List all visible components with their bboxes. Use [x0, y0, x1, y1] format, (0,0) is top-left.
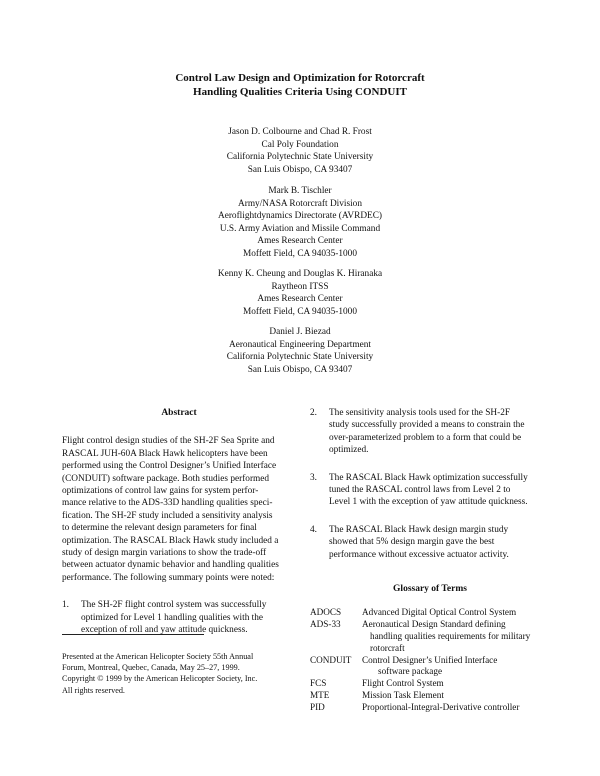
glossary-definition	[362, 607, 550, 619]
summary-point-3	[310, 472, 550, 509]
title-line-1: Control Law Design and Optimization for Rotorcraft	[175, 72, 425, 84]
abstract-line: between actuator dynamic behavior and handling qualities	[62, 560, 279, 571]
point-number: 2.	[310, 408, 317, 418]
author-affiliation: California Polytechnic State University	[226, 352, 374, 363]
footnote-line: All rights reserved.	[62, 685, 125, 695]
summary-point-4	[310, 524, 550, 561]
glossary-row	[310, 702, 550, 714]
glossary-definition	[362, 690, 550, 702]
definition-line: Advanced Digital Optical Control System	[362, 607, 517, 618]
paper-title	[0, 71, 600, 99]
definition-line: handling qualities requirements for military	[370, 631, 531, 642]
abstract-line: performed using the Control Designer’s Unified Interface	[62, 461, 277, 472]
definition-line: software package	[378, 666, 443, 677]
glossary-row	[310, 607, 550, 619]
point-line: The sensitivity analysis tools used for the SH-2F	[329, 408, 511, 418]
summary-points-continued	[310, 407, 550, 561]
point-line: The RASCAL Black Hawk design margin study	[329, 524, 509, 535]
point-line: optimized for Level 1 handling qualities with the	[81, 612, 264, 623]
definition-line: Flight Control System	[362, 678, 444, 689]
glossary-definition	[362, 702, 550, 714]
right-column	[310, 407, 550, 714]
summary-points-list	[62, 599, 296, 636]
footnote-line: Presented at the American Helicopter Society 55th Annual	[62, 652, 254, 661]
abstract-line: performance. The following summary points were noted:	[62, 572, 275, 583]
author-affiliation: Ames Research Center	[257, 236, 343, 247]
glossary-abbr: FCS	[310, 678, 327, 689]
definition-line: Aeronautical Design Standard defining	[362, 619, 506, 630]
point-line: The RASCAL Black Hawk optimization successfully	[329, 472, 528, 483]
author-block-1	[0, 126, 600, 176]
point-line: study successfully provided a means to constrain the	[329, 420, 525, 431]
glossary-table	[310, 607, 550, 713]
footnote-line: Copyright © 1999 by the American Helicopter Society, Inc.	[62, 674, 258, 684]
author-address: San Luis Obispo, CA 93407	[247, 164, 353, 175]
definition-line: Control Designer’s Unified Interface	[362, 654, 498, 665]
glossary-abbr: PID	[310, 701, 325, 712]
footnote	[62, 651, 302, 696]
point-line: exception of roll and yaw attitude quickness.	[81, 625, 248, 636]
point-number: 4.	[310, 524, 317, 535]
point-line: tuned the RASCAL control laws from Level 2 to	[329, 485, 511, 496]
author-address: Moffett Field, CA 94035-1000	[243, 306, 357, 317]
summary-point-2	[310, 407, 550, 457]
glossary-definition	[362, 678, 550, 690]
author-block-2	[0, 185, 600, 261]
author-block-3	[0, 268, 600, 318]
abstract-line: study of design margin variations to show the trade-off	[62, 548, 267, 559]
abstract-line: optimization. The RASCAL Black Hawk study included a	[62, 535, 279, 546]
author-names: Mark B. Tischler	[268, 186, 332, 196]
point-line: performance without excessive actuator activity.	[329, 549, 509, 560]
author-address: Moffett Field, CA 94035-1000	[243, 248, 357, 259]
abstract-line: RASCAL JUH-60A Black Hawk helicopters have been	[62, 448, 268, 459]
abstract-line: to determine the relevant design parameters for final	[62, 523, 257, 534]
abstract-heading: Abstract	[161, 408, 197, 418]
definition-line: rotorcraft	[370, 642, 405, 653]
glossary-row	[310, 655, 550, 679]
point-line: over-parameterized problem to a form that could be	[329, 432, 522, 443]
author-names: Daniel J. Biezad	[269, 327, 331, 337]
footnote-line: Forum, Montreal, Quebec, Canada, May 25–27, 1999.	[62, 663, 240, 673]
author-affiliation: California Polytechnic State University	[226, 152, 374, 163]
glossary-row	[310, 619, 550, 654]
glossary-definition	[362, 619, 550, 654]
title-line-2: Handling Qualities Criteria Using CONDUIT	[193, 86, 407, 98]
glossary-abbr: CONDUIT	[310, 654, 352, 665]
author-address: San Luis Obispo, CA 93407	[247, 364, 353, 375]
left-column	[62, 407, 296, 637]
definition-line: Proportional-Integral-Derivative controller	[362, 701, 520, 712]
point-number: 3.	[310, 472, 317, 483]
abstract-line: mance relative to the ADS-33D handling qualities speci-	[62, 498, 273, 509]
point-number: 1.	[62, 600, 69, 611]
author-affiliation: U.S. Army Aviation and Missile Command	[219, 223, 381, 234]
abstract-paragraph	[62, 435, 296, 584]
author-affiliation: Aeroflightdynamics Directorate (AVRDEC)	[217, 211, 383, 222]
author-affiliation: Raytheon ITSS	[271, 281, 329, 292]
point-line: Level 1 with the exception of yaw attitude quickness.	[329, 497, 528, 508]
author-affiliation: Army/NASA Rotorcraft Division	[238, 198, 362, 209]
definition-line: Mission Task Element	[362, 690, 444, 701]
glossary-abbr: ADS-33	[310, 619, 341, 630]
glossary-heading: Glossary of Terms	[393, 584, 467, 595]
glossary-definition	[362, 655, 550, 679]
point-line: The SH-2F flight control system was successfully	[81, 600, 267, 611]
glossary-abbr: MTE	[310, 690, 330, 701]
glossary-row	[310, 690, 550, 702]
glossary-row	[310, 678, 550, 690]
author-affiliation: Cal Poly Foundation	[261, 139, 339, 150]
abstract-line: (CONDUIT) software package. Both studies performed	[62, 473, 270, 484]
author-names: Jason D. Colbourne and Chad R. Frost	[228, 127, 372, 137]
glossary-abbr: ADOCS	[310, 607, 342, 618]
author-names: Kenny K. Cheung and Douglas K. Hiranaka	[217, 269, 383, 279]
abstract-line: fication. The SH-2F study included a sensitivity analysis	[62, 510, 273, 521]
summary-point-1	[62, 599, 296, 636]
footnote-divider	[62, 634, 204, 635]
author-affiliation: Ames Research Center	[257, 294, 343, 305]
abstract-line: optimizations of control law gains for system perfor-	[62, 486, 259, 497]
author-block-4	[0, 326, 600, 376]
author-affiliation: Aeronautical Engineering Department	[229, 339, 371, 350]
abstract-line: Flight control design studies of the SH-2F Sea Sprite and	[62, 436, 275, 447]
point-line: showed that 5% design margin gave the best	[329, 537, 495, 548]
point-line: optimized.	[329, 445, 369, 456]
